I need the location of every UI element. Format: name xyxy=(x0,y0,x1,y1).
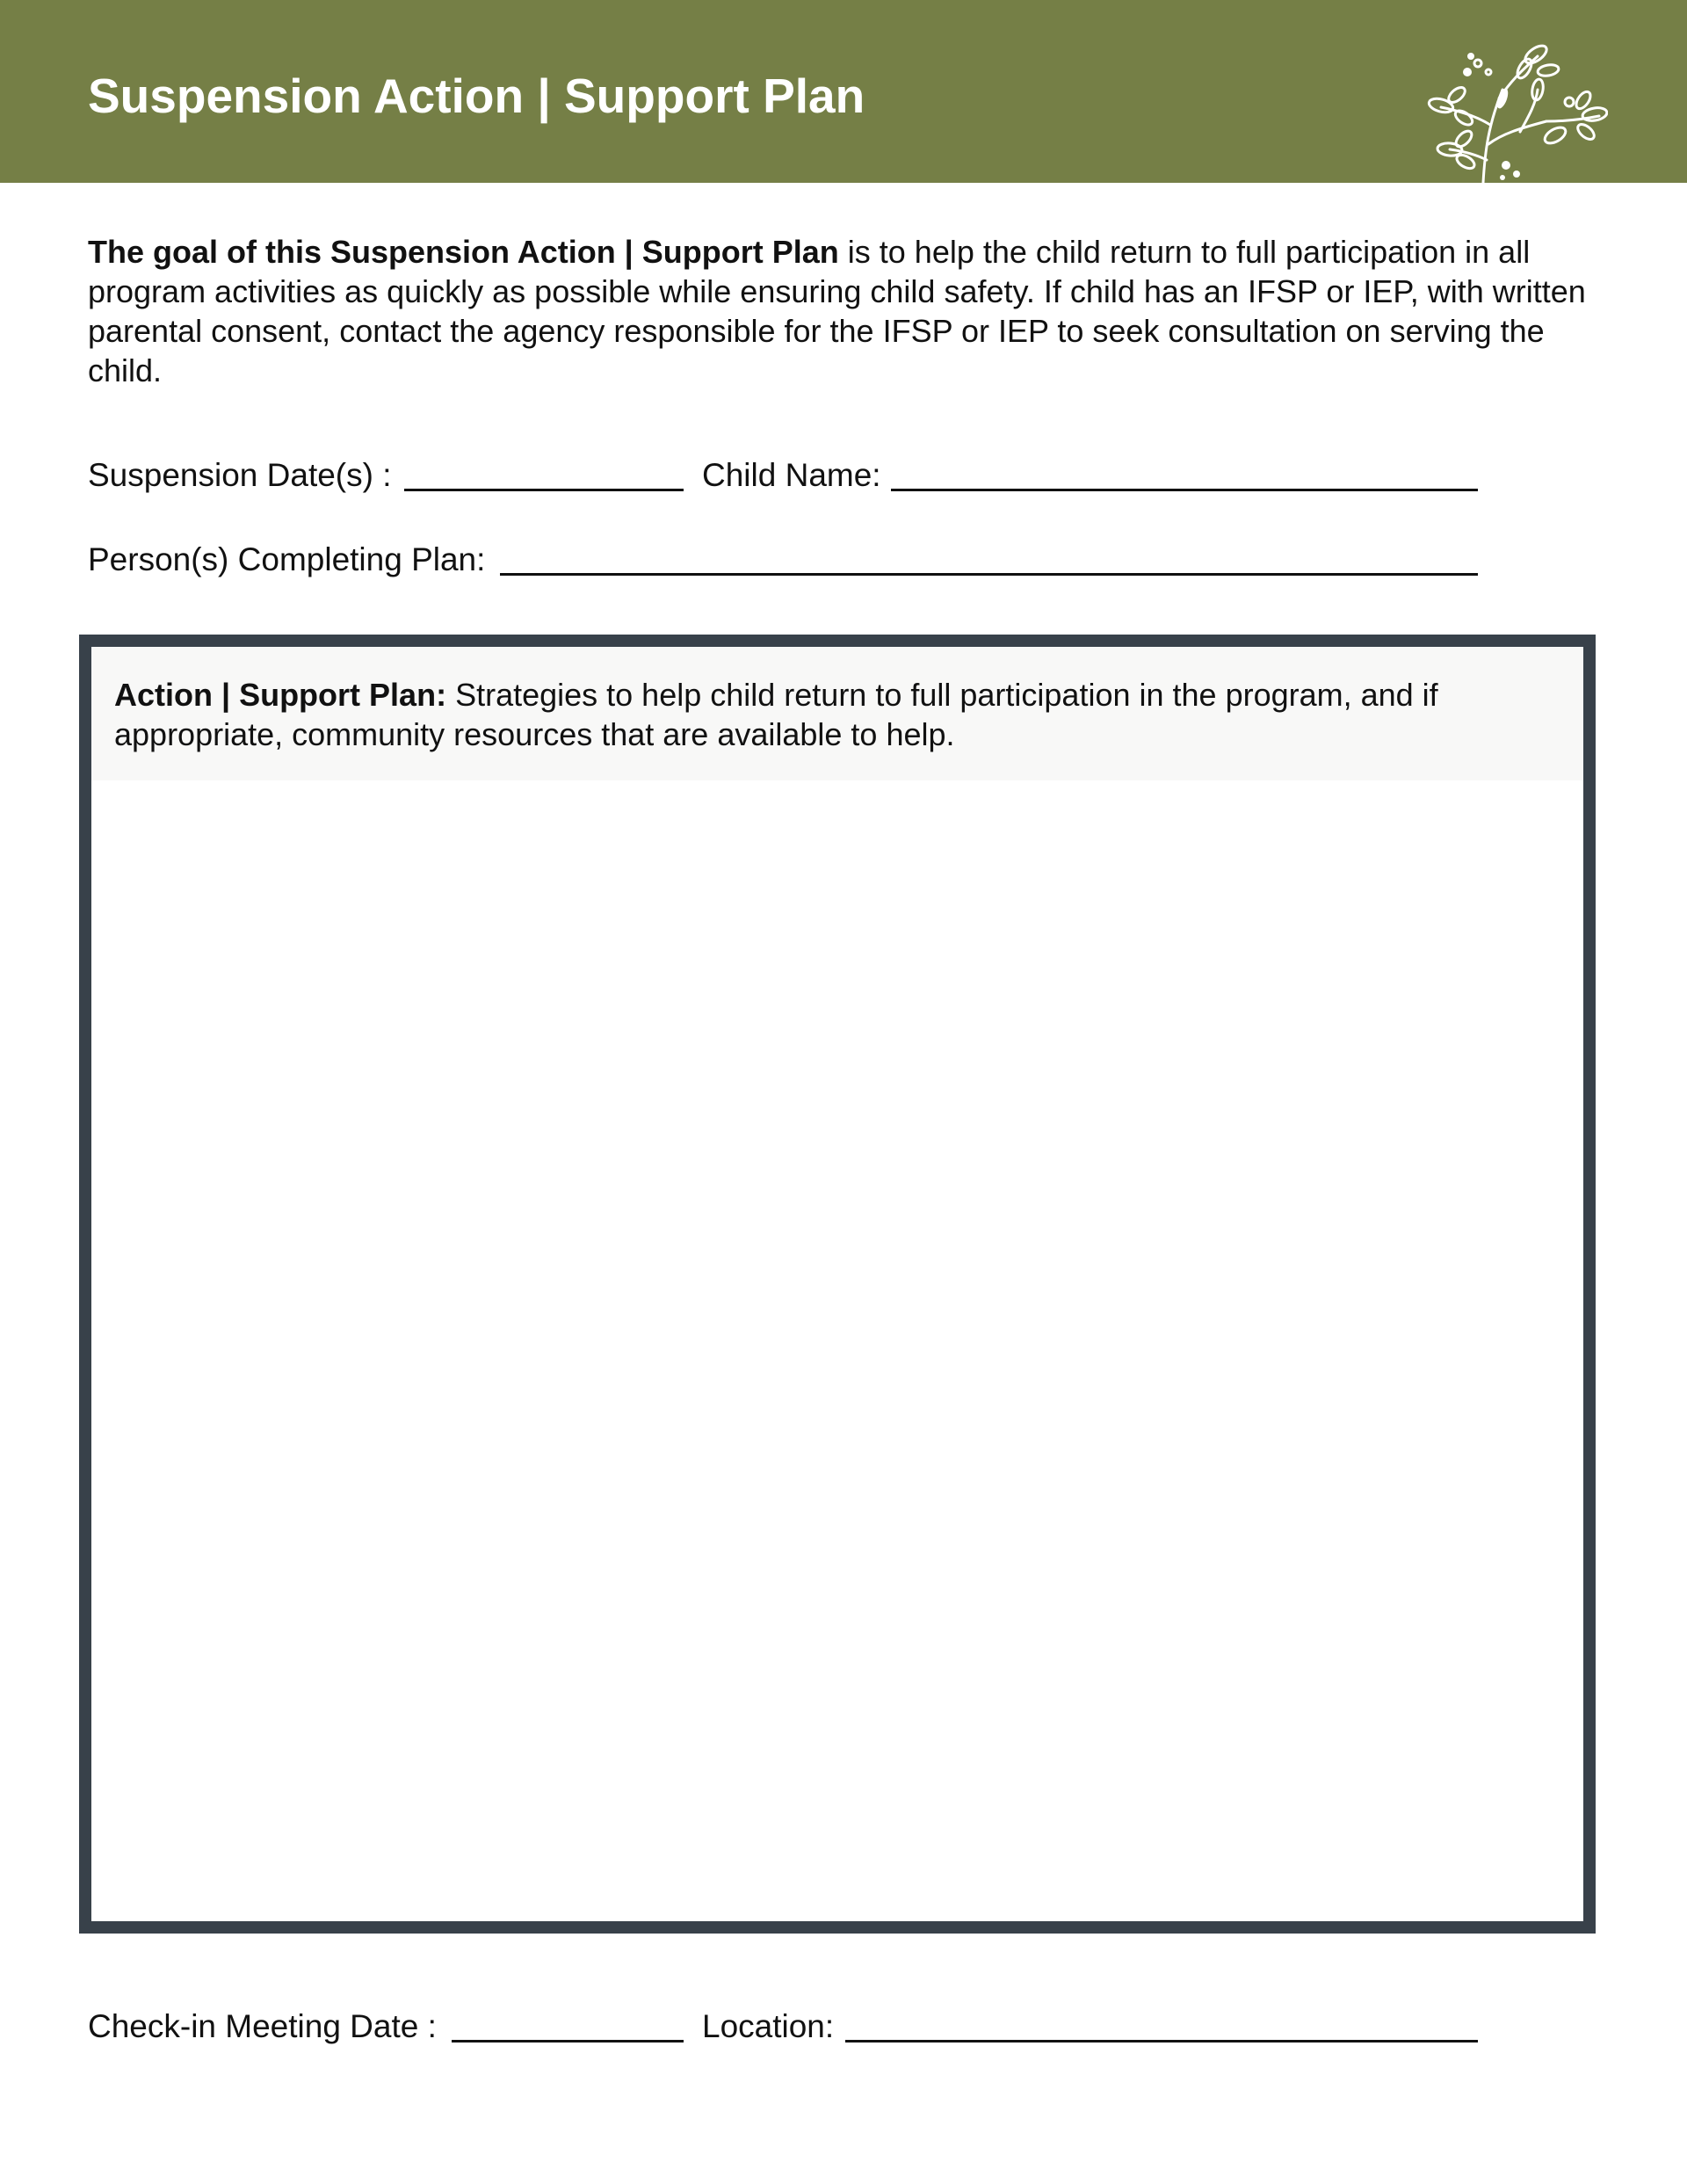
suspension-dates-field[interactable] xyxy=(404,489,684,491)
intro-paragraph xyxy=(88,232,1617,390)
plan-box-bold-lead: Action | Support Plan: xyxy=(114,677,447,713)
action-support-plan-box xyxy=(79,635,1596,1934)
location-field[interactable] xyxy=(845,2040,1478,2043)
intro-text: is to help the child return to full participation in all program activities as quickly as possible while ensuring child safety. If child has an IFSP or IEP, with written parental consent, contact the agency responsible for the IFSP or IEP to seek consultation on serving the child. xyxy=(88,234,1586,388)
plan-box-text: Strategies to help child return to full participation in the program, and if appropriate, community resources that are available to help. xyxy=(114,677,1438,752)
page-header xyxy=(0,0,1687,183)
checkin-date-field[interactable] xyxy=(452,2040,684,2043)
intro-bold-lead: The goal of this Suspension Action | Support Plan xyxy=(88,234,839,270)
location-label: Location: xyxy=(702,2008,835,2044)
botanical-branch-icon xyxy=(1415,37,1608,183)
suspension-dates-label: Suspension Date(s) : xyxy=(88,457,392,493)
child-name-field[interactable] xyxy=(891,489,1478,491)
child-name-label: Child Name: xyxy=(702,457,881,493)
persons-completing-field[interactable] xyxy=(500,573,1478,576)
plan-box-header xyxy=(91,647,1583,780)
page-title: Suspension Action | Support Plan xyxy=(88,69,865,123)
checkin-date-label: Check-in Meeting Date : xyxy=(88,2008,437,2044)
plan-writing-area[interactable] xyxy=(91,780,1583,1921)
persons-completing-label: Person(s) Completing Plan: xyxy=(88,541,486,577)
plan-box-instructions xyxy=(114,675,1573,754)
